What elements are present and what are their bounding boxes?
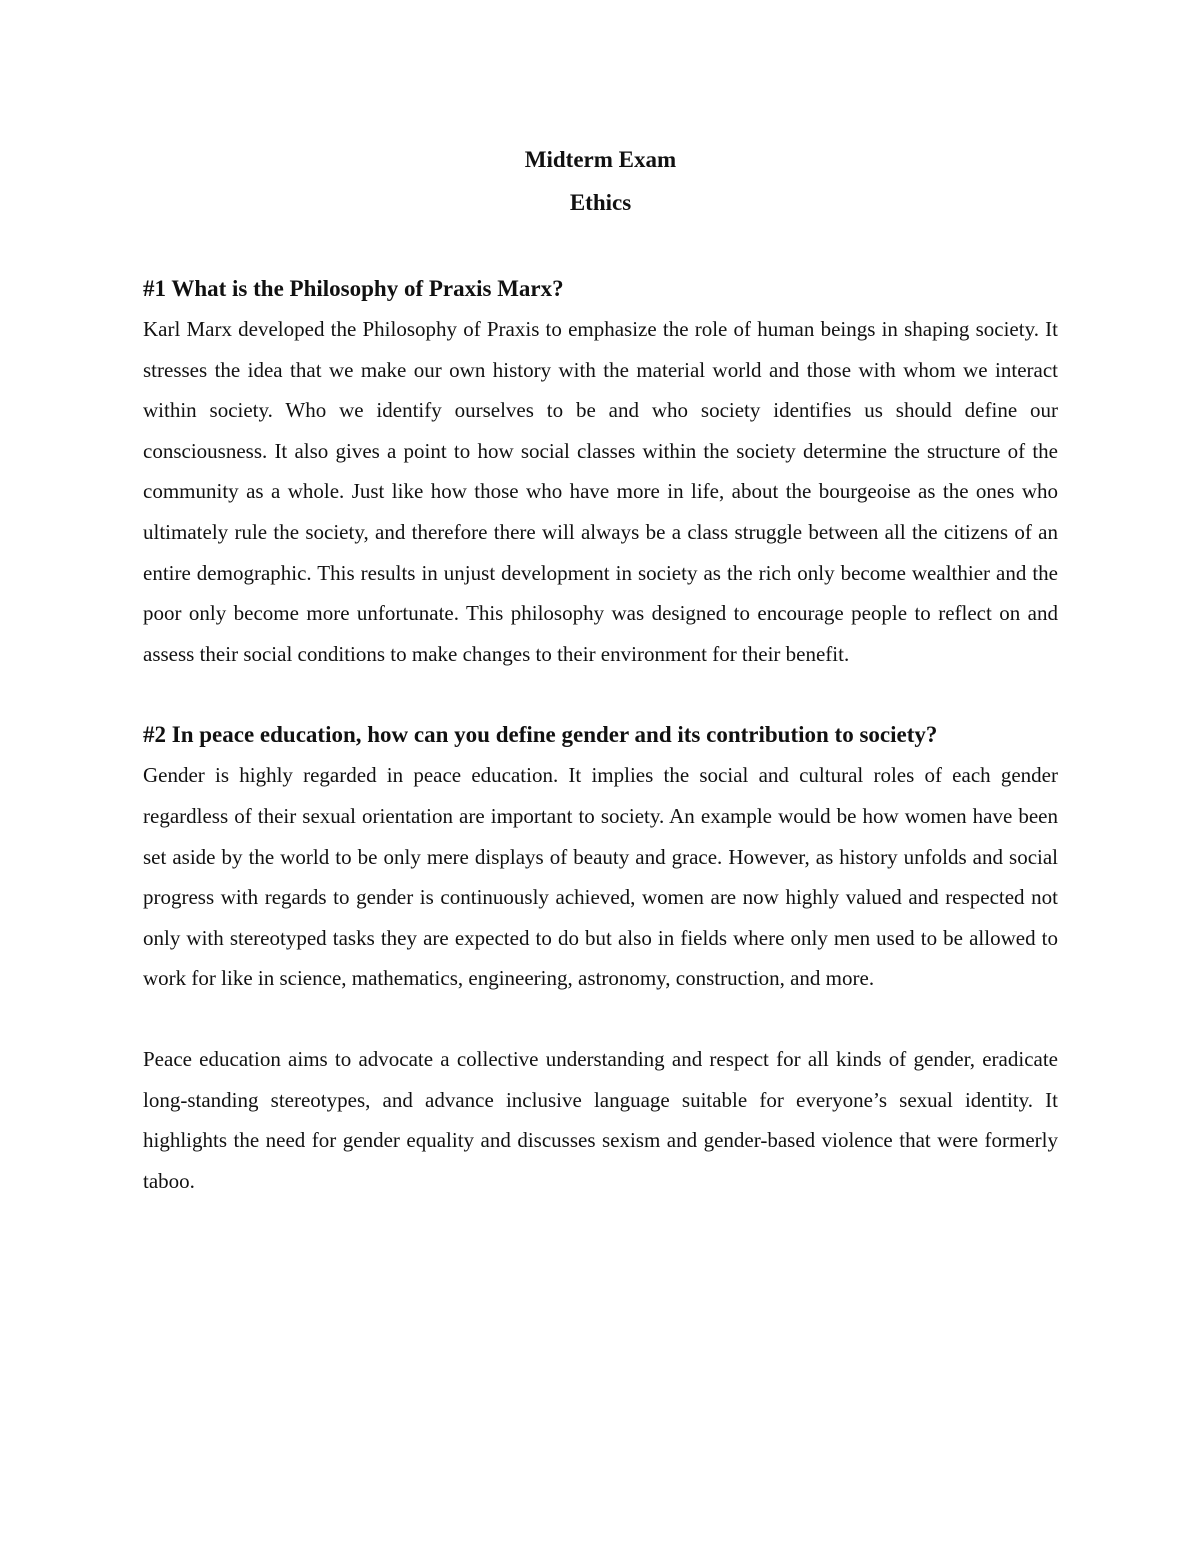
document-subject: Ethics <box>569 190 632 215</box>
document-body <box>143 138 1058 1201</box>
question-1-heading: #1 What is the Philosophy of Praxis Marx? <box>143 276 564 301</box>
answer-1-paragraph: Karl Marx developed the Philosophy of Praxis to emphasize the role of human beings in shaping society. It stresses the idea that we make our own history with the material world and those with whom we interact within society. Who we identify ourselves to be and who society identifies us should define our consciousness. It also gives a point to how social classes within the society determine the structure of the community as a whole. Just like how those who have more in life, about the bourgeoise as the ones who ultimately rule the society, and therefore there will always be a class struggle between all the citizens of an entire demographic. This results in unjust development in society as the rich only become wealthier and the poor only become more unfortunate. This philosophy was designed to encourage people to reflect on and assess their social conditions to make changes to their environment for their benefit. <box>143 317 1058 666</box>
answer-2-paragraph-2: Peace education aims to advocate a collective understanding and respect for all kinds of gender, eradicate long-standing stereotypes, and advance inclusive language suitable for everyone’s sexual identity. It highlights the need for gender equality and discusses sexism and gender-based violence that were formerly taboo. <box>143 1046 1058 1193</box>
question-2-heading: #2 In peace education, how can you define gender and its contribution to society? <box>143 722 938 748</box>
document-title: Midterm Exam <box>524 147 677 172</box>
answer-2-paragraph-1: Gender is highly regarded in peace education. It implies the social and cultural roles of each gender regardless of their sexual orientation are important to society. An example would be how women have been set aside by the world to be only mere displays of beauty and grace. However, as history unfolds and social progress with regards to gender is continuously achieved, women are now highly valued and respected not only with stereotyped tasks they are expected to do but also in fields where only men used to be allowed to work for like in science, mathematics, engineering, astronomy, construction, and more. <box>143 763 1058 991</box>
